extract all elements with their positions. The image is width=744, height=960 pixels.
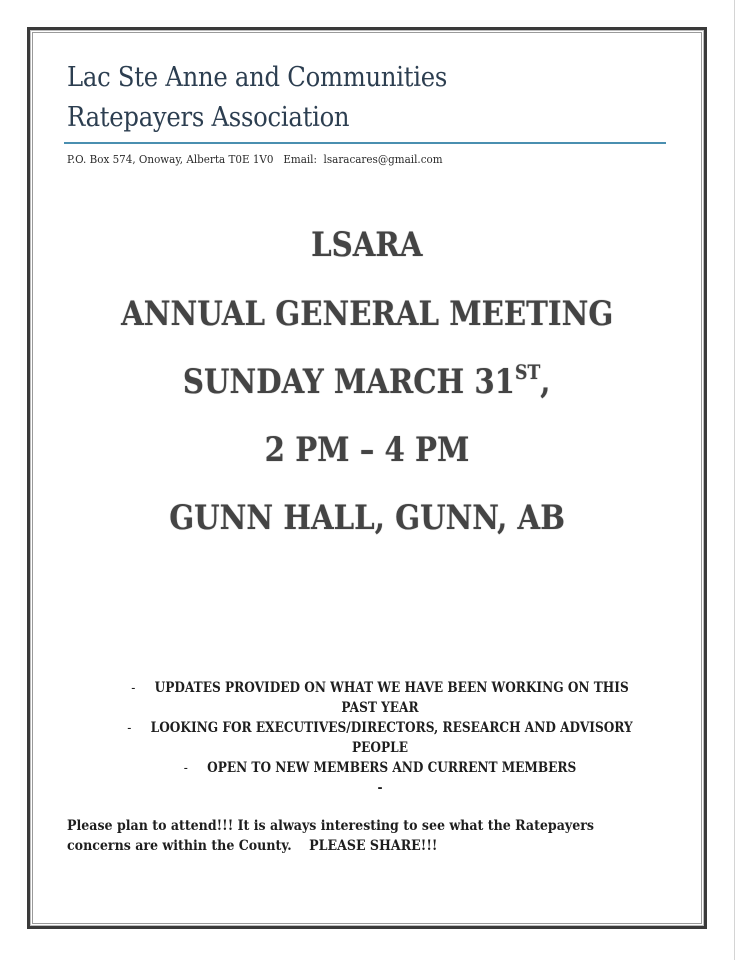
agenda-item: - UPDATES PROVIDED ON WHAT WE HAVE BEEN WORKING ON THIS (131, 680, 629, 696)
organization-title-line-2: Ratepayers Association (67, 102, 350, 133)
agenda-list (90, 678, 670, 798)
agenda-item-continuation: PAST YEAR (341, 700, 419, 716)
letterhead-divider (64, 142, 666, 144)
trailing-dash: - (377, 780, 383, 796)
headline-organization: LSARA (311, 225, 423, 265)
organization-title-line-1: Lac Ste Anne and Communities (67, 62, 448, 93)
closing-line-1: Please plan to attend!!! It is always interesting to see what the Ratepayers (67, 818, 594, 834)
agenda-item: - OPEN TO NEW MEMBERS AND CURRENT MEMBERS (183, 760, 577, 776)
dash-bullet-icon: - (127, 720, 132, 736)
agenda-item: - LOOKING FOR EXECUTIVES/DIRECTORS, RESEARCH AND ADVISORY (127, 720, 633, 736)
organization-title (67, 58, 447, 138)
headline-location: GUNN HALL, GUNN, AB (169, 498, 565, 538)
closing-message (67, 816, 643, 856)
page-edge-line (734, 0, 735, 960)
dash-bullet-icon: - (131, 680, 136, 696)
headline-date (30, 362, 704, 402)
agenda-item-continuation: PEOPLE (352, 740, 408, 756)
headline-meeting-name: ANNUAL GENERAL MEETING (120, 294, 614, 334)
headline-time: 2 PM – 4 PM (264, 430, 470, 470)
closing-line-2: concerns are within the County. PLEASE SHARE!!! (67, 838, 438, 854)
date-ordinal-suffix: ST (515, 360, 541, 384)
date-text: SUNDAY MARCH 31 (183, 362, 516, 402)
dash-bullet-icon: - (183, 760, 188, 776)
date-trailing-comma: , (540, 362, 551, 402)
contact-info: P.O. Box 574, Onoway, Alberta T0E 1V0 Email: lsaracares@gmail.com (67, 152, 443, 166)
